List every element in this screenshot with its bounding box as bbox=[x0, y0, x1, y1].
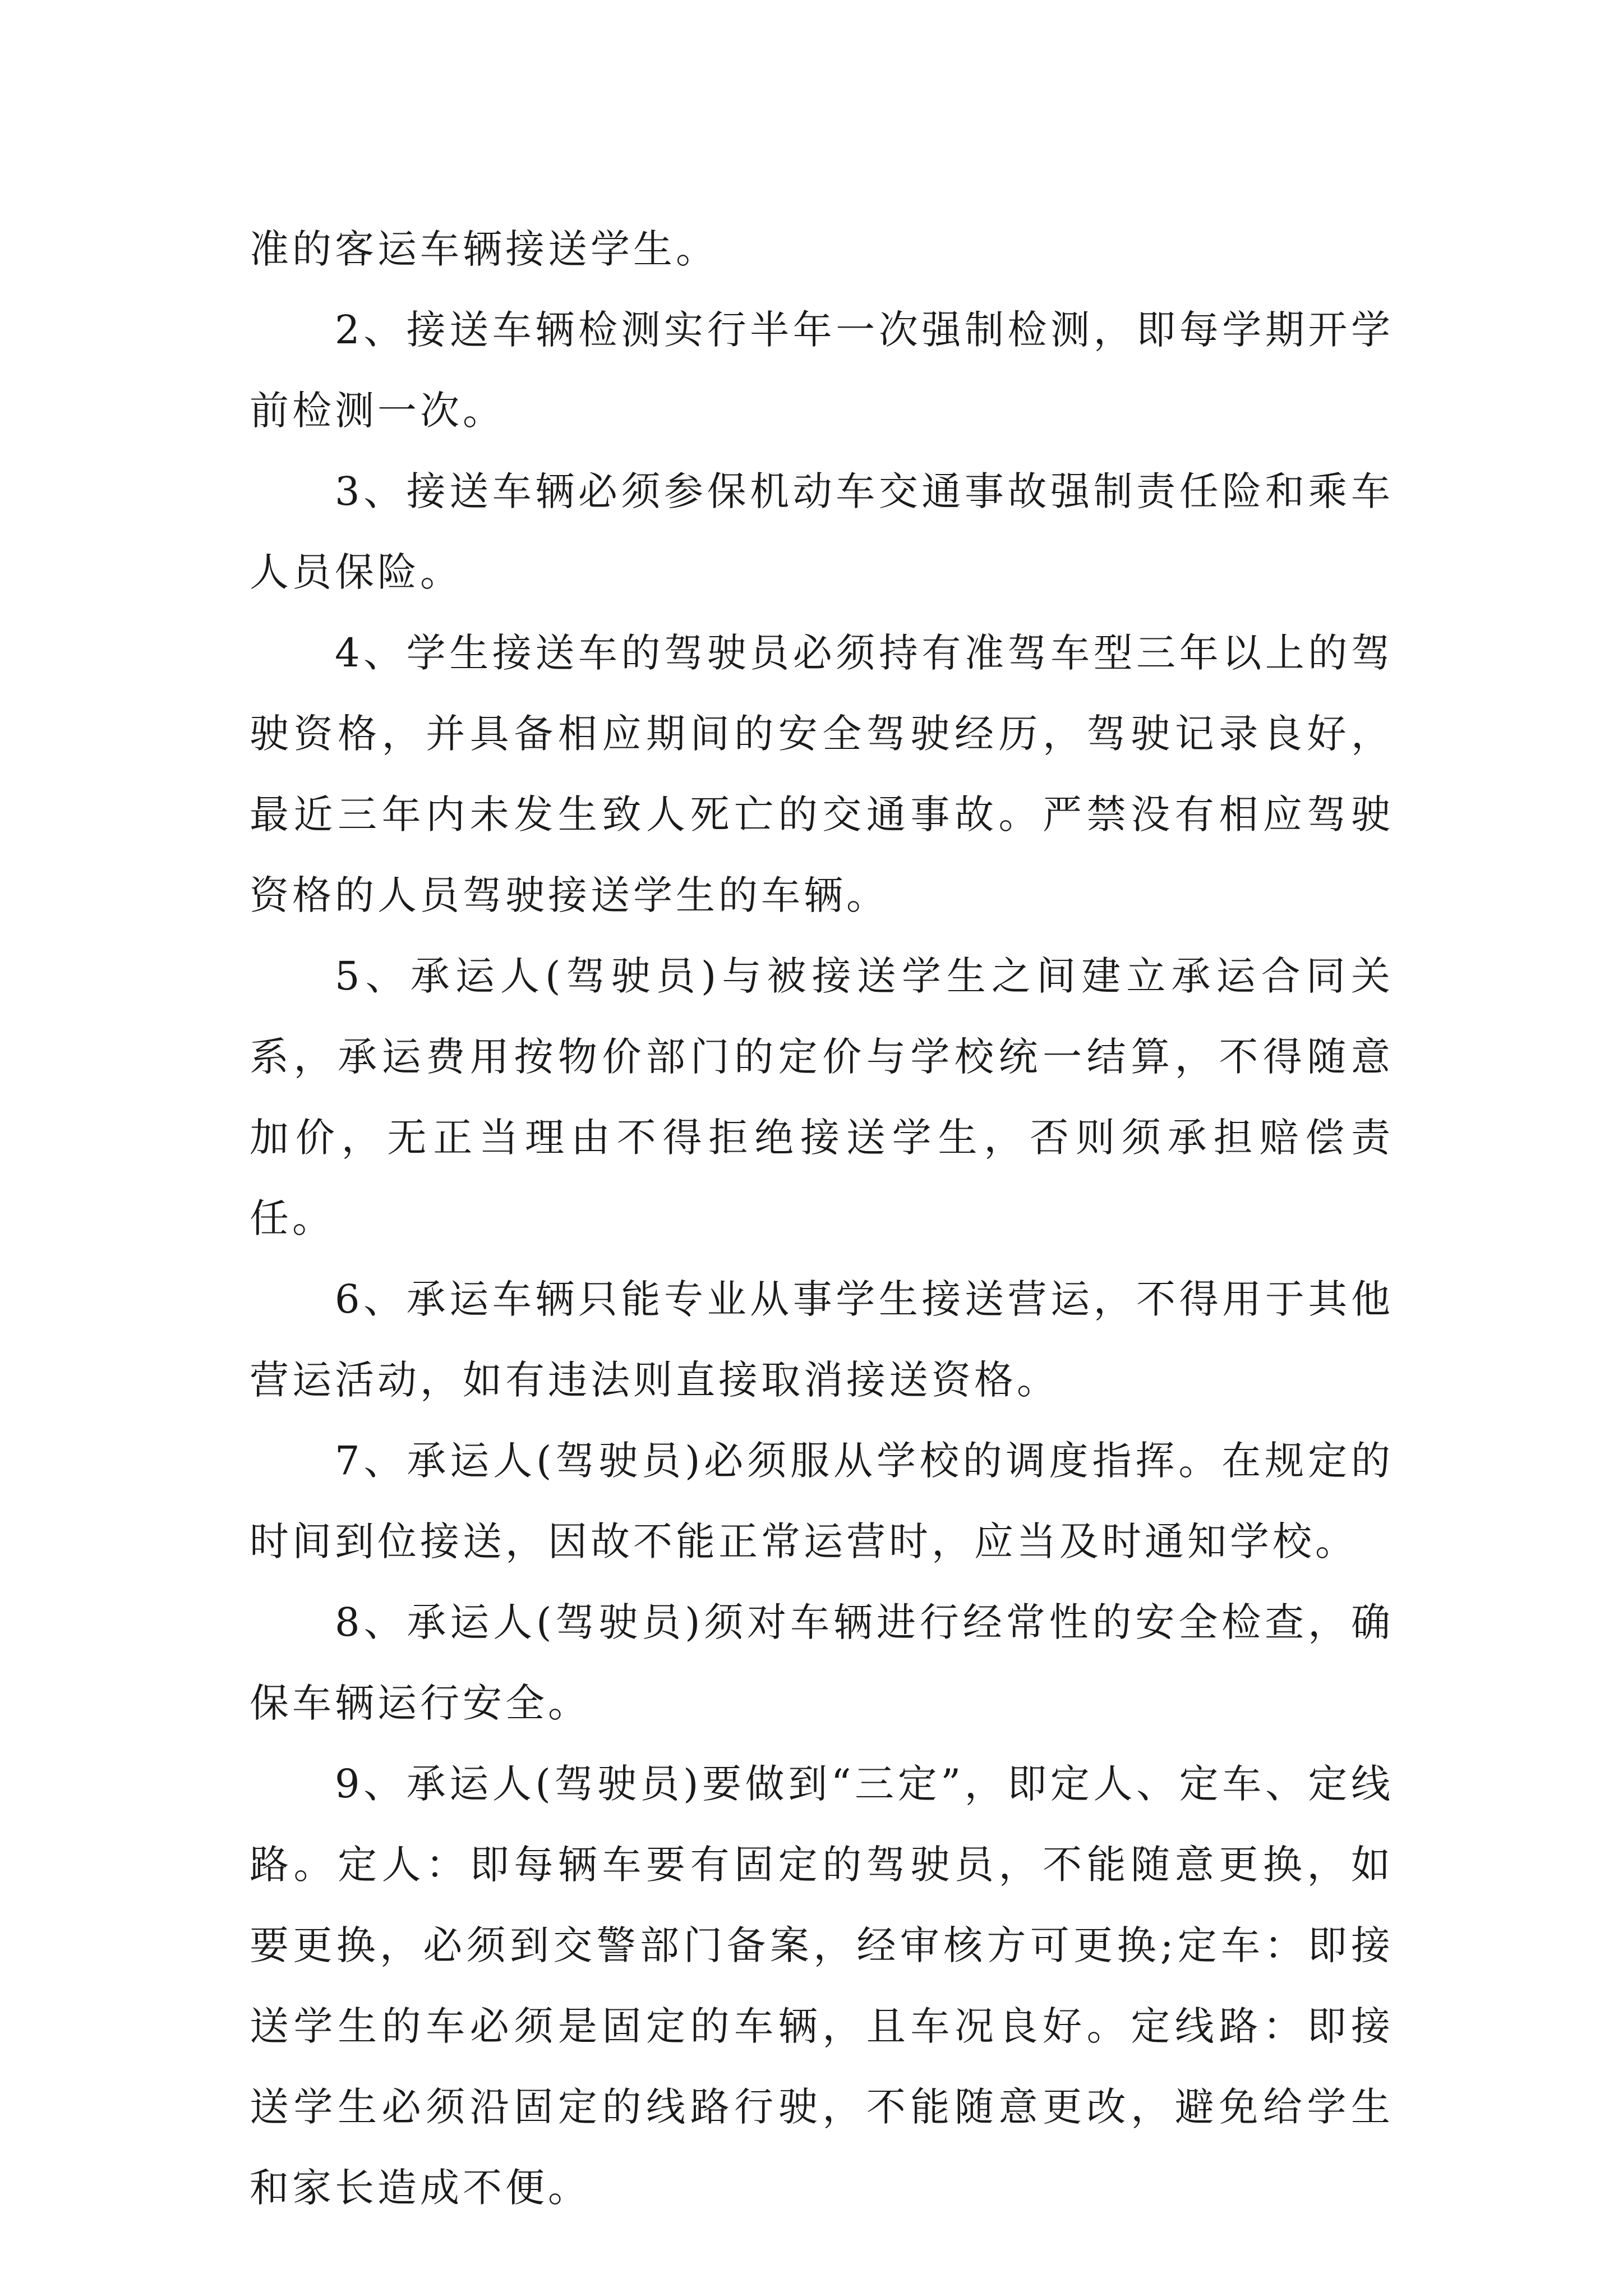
paragraph-item-4: 4、学生接送车的驾驶员必须持有准驾车型三年以上的驾驶资格，并具备相应期间的安全驾驶经历，驾驶记录良好，最近三年内未发生致人死亡的交通事故。严禁没有相应驾驶资格的人员驾驶接送学生的车辆。 bbox=[250, 630, 1394, 918]
paragraph-item-3: 3、接送车辆必须参保机动车交通事故强制责任险和乘车人员保险。 bbox=[250, 468, 1394, 595]
paragraph-item-6: 6、承运车辆只能专业从事学生接送营运，不得用于其他营运活动，如有违法则直接取消接送资格。 bbox=[250, 1276, 1394, 1403]
paragraph-item-7: 7、承运人(驾驶员)必须服从学校的调度指挥。在规定的时间到位接送，因故不能正常运营时，应当及时通知学校。 bbox=[250, 1438, 1394, 1565]
paragraph-item-2: 2、接送车辆检测实行半年一次强制检测，即每学期开学前检测一次。 bbox=[250, 307, 1394, 434]
paragraph-item-5: 5、承运人(驾驶员)与被接送学生之间建立承运合同关系，承运费用按物价部门的定价与学校统一结算，不得随意加价，无正当理由不得拒绝接送学生，否则须承担赔偿责任。 bbox=[250, 953, 1394, 1241]
document-body bbox=[250, 209, 1394, 2228]
paragraph-continuation: 准的客运车辆接送学生。 bbox=[250, 226, 718, 272]
paragraph-item-8: 8、承运人(驾驶员)须对车辆进行经常性的安全检查，确保车辆运行安全。 bbox=[250, 1599, 1394, 1726]
paragraph-item-9: 9、承运人(驾驶员)要做到“三定”，即定人、定车、定线路。定人：即每辆车要有固定的驾驶员，不能随意更换，如要更换，必须到交警部门备案，经审核方可更换;定车：即接送学生的车必须是固定的车辆，且车况良好。定线路：即接送学生必须沿固定的线路行驶，不能随意更改，避免给学生和家长造成不便。 bbox=[250, 1761, 1394, 2211]
